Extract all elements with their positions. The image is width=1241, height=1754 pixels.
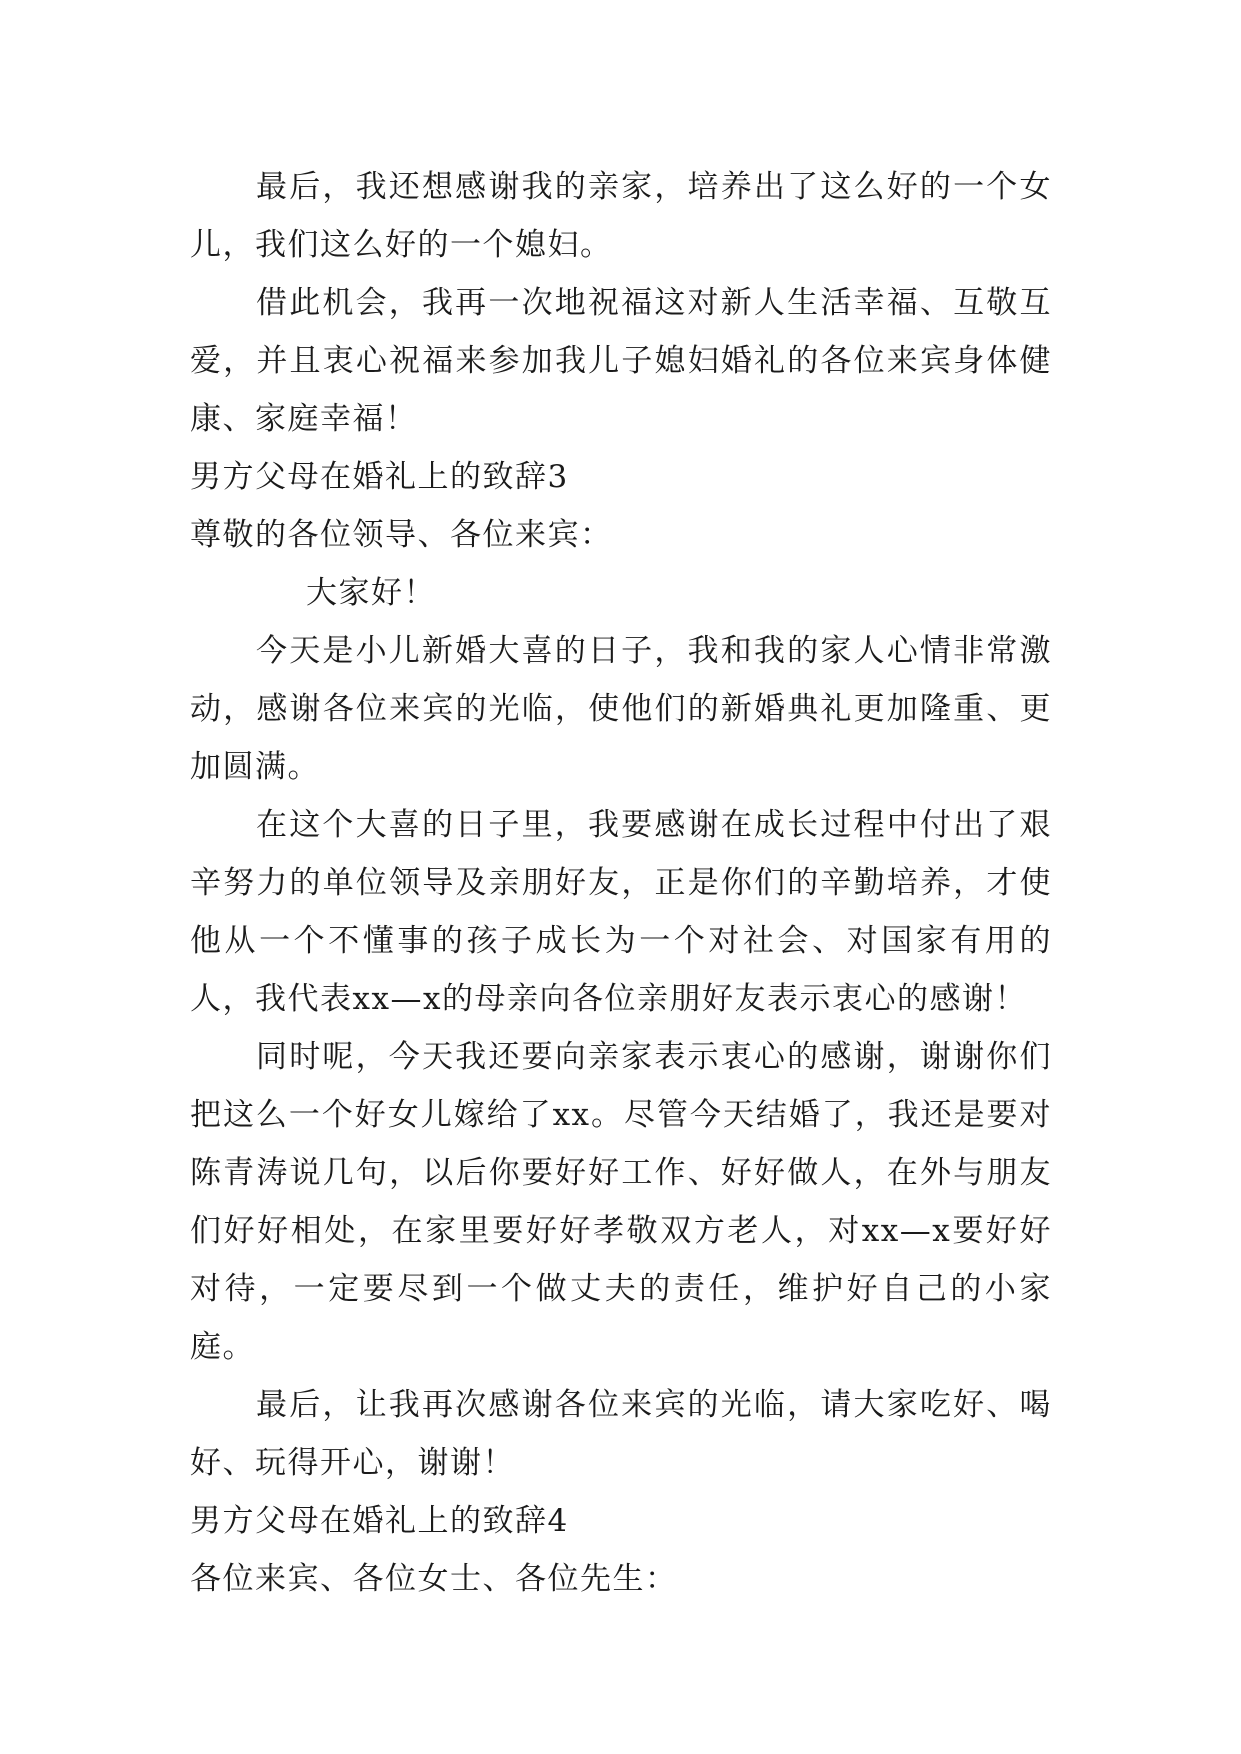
paragraph-advice-son: 同时呢，今天我还要向亲家表示衷心的感谢，谢谢你们把这么一个好女儿嫁给了xx。尽管今天结婚了，我还是要对陈青涛说几句，以后你要好好工作、好好做人，在外与朋友们好好相处，在家里要好好孝敬双方老人，对xx—x要好好对待，一定要尽到一个做丈夫的责任，维护好自己的小家庭。 xyxy=(190,1039,1052,1365)
paragraph-blessing: 借此机会，我再一次地祝福这对新人生活幸福、互敬互爱，并且衷心祝福来参加我儿子媳妇婚礼的各位来宾身体健康、家庭幸福！ xyxy=(190,285,1052,437)
paragraph-thanks-in-laws: 最后，我还想感谢我的亲家，培养出了这么好的一个女儿，我们这么好的一个媳妇。 xyxy=(190,169,1052,263)
section-title-3: 男方父母在婚礼上的致辞3 xyxy=(190,459,569,495)
salutation-3: 尊敬的各位领导、各位来宾： xyxy=(190,517,613,553)
paragraph-closing-thanks: 最后，让我再次感谢各位来宾的光临，请大家吃好、喝好、玩得开心，谢谢！ xyxy=(190,1387,1052,1481)
salutation-4: 各位来宾、各位女士、各位先生： xyxy=(190,1561,678,1597)
document-body xyxy=(190,158,1052,1608)
section-title-4: 男方父母在婚礼上的致辞4 xyxy=(190,1503,569,1539)
paragraph-wedding-day: 今天是小儿新婚大喜的日子，我和我的家人心情非常激动，感谢各位来宾的光临，使他们的新婚典礼更加隆重、更加圆满。 xyxy=(190,633,1052,785)
greeting-3: 大家好！ xyxy=(306,575,436,611)
paragraph-thanks-leaders: 在这个大喜的日子里，我要感谢在成长过程中付出了艰辛努力的单位领导及亲朋好友，正是你们的辛勤培养，才使他从一个不懂事的孩子成长为一个对社会、对国家有用的人，我代表xx—x的母亲向各位亲朋好友表示衷心的感谢！ xyxy=(190,807,1052,1017)
